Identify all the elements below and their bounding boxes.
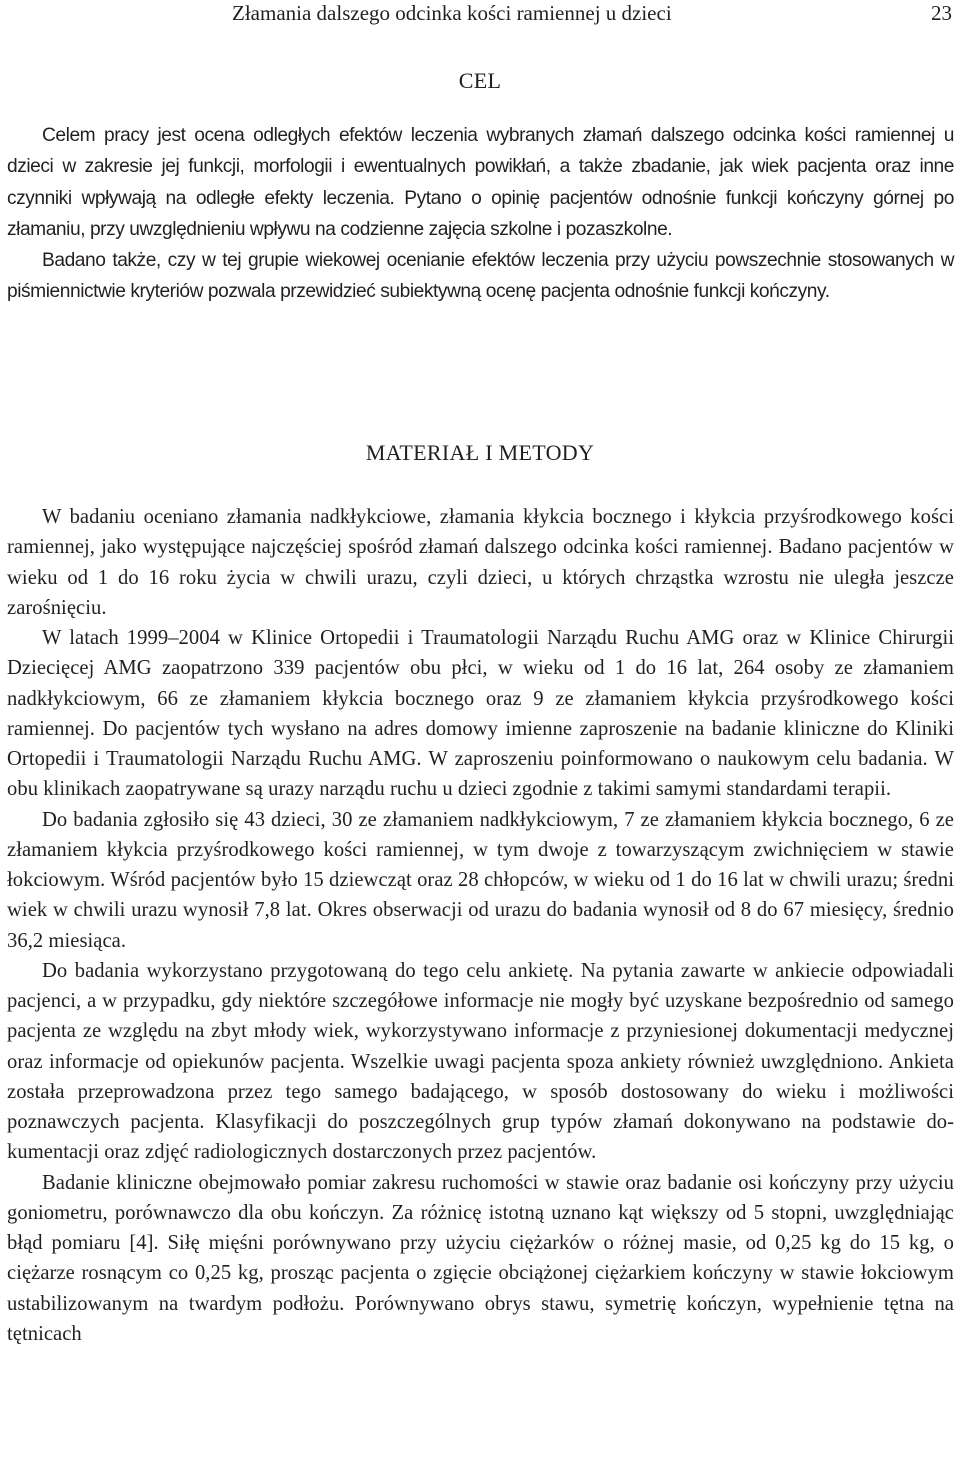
section-heading-methods: MATERIAŁ I METODY	[365, 440, 595, 465]
paragraph: Badanie kliniczne obejmowało pomiar zakresu ruchomości w stawie oraz badanie osi kończyny przy użyciu goniometru, porównawczo dla obu kończyn. Za różnicę istotną uznano kąt większy od 5 stopni, uwzględniając błąd pomiaru [4]. Siłę mięśni porównywano przy użyciu ciężarków o różnej masie, od 0,25 kg do 15 kg, o ciężarze rosnącym co 0,25 kg, prosząc pacjenta o zgięcie obciążonej ciężarkiem kończyny w stawie łokciowym ustabilizowanym na twardym podłożu. Porównywano obrys stawu, symetrię kończyn, wypełnienie tętna na tętnicach	[7, 1171, 954, 1345]
paragraph: W latach 1999–2004 w Klinice Ortopedii i Traumatologii Narządu Ruchu AMG oraz w Klinice Chirurgii Dziecięcej AMG zaopatrzono 339 pacjentów obu płci, w wieku od 1 do 16 lat, 264 osoby ze złamaniem nadkłykciowym, 66 ze złamaniem kłykcia bocznego oraz 9 ze złamaniem kłykcia przyśrodkowego kości ramiennej. Do pacjentów tych wysłano na adres domowy imienne zaproszenie na badanie kliniczne do Kliniki Ortopedii i Traumatologii Narządu Ruchu AMG. W zaproszeniu poinformowano o naukowym celu badania. W obu klinikach zaopatrywane są urazy narządu ruchu u dzieci zgodnie z takimi samymi standardami terapii.	[7, 627, 954, 801]
paragraph: Celem pracy jest ocena odległych efektów leczenia wybranych złamań dalszego odcinka kości ramiennej u dzieci w zakresie jej funkcji, morfologii i ewentualnych powikłań, a także zbadanie, jak wiek pacjenta oraz inne czynniki wpływają na odległe efekty leczenia. Pytano o opinię pacjentów odnośnie funkcji kończyny górnej po złamaniu, przy uwzględnieniu wpływu na codzienne zajęcia szkolne i pozaszkolne.	[7, 125, 954, 240]
section-body-cel	[7, 120, 954, 308]
running-title: Złamania dalszego odcinka kości ramiennej u dzieci	[232, 1, 672, 25]
section-body-methods	[7, 502, 954, 1349]
paragraph: W badaniu oceniano złamania nadkłykciowe, złamania kłykcia bocznego i kłykcia przyśrodkowego kości ramiennej, jako występujące najczęściej spośród złamań dalszego odcinka kości ramiennej. Badano pacjentów w wieku od 1 do 16 roku życia w chwili urazu, czyli dzieci, u których chrząstka wzrostu nie uległa jeszcze zarośnięciu.	[7, 506, 954, 619]
page-number: 23	[931, 1, 952, 25]
running-header	[0, 0, 960, 26]
section-heading-cel: CEL	[458, 68, 502, 93]
paragraph: Badano także, czy w tej grupie wiekowej ocenianie efektów leczenia przy użyciu powszechnie stosowanych w piśmiennictwie kryteriów pozwala przewidzieć subiektywną ocenę pacjenta odnośnie funkcji kończyny.	[7, 250, 954, 303]
paragraph: Do badania zgłosiło się 43 dzieci, 30 ze złamaniem nadkłykciowym, 7 ze złamaniem kłykcia bocznego, 6 ze złamaniem kłykcia przyśrodkowego kości ramiennej, w tym dwoje z towarzyszącym zwichnięciem w stawie łokciowym. Wśród pacjentów było 15 dziewcząt oraz 28 chłopców, w wieku od 1 do 16 lat w chwili urazu; średni wiek w chwili urazu wynosił 7,8 lat. Okres obserwacji od urazu do badania wynosił od 8 do 67 miesięcy, średnio 36,2 miesiąca.	[7, 808, 954, 952]
paragraph: Do badania wykorzystano przygotowaną do tego celu ankietę. Na pytania zawarte w ankiecie odpowiadali pacjenci, a w przypadku, gdy niektóre szczegółowe informacje nie mogły być uzyskane bezpośrednio od samego pacjenta ze względu na zbyt młody wiek, wykorzystywano informacje z przyniesionej dokumentacji medycznej oraz informacje od opiekunów pacjenta. Wszelkie uwagi pacjenta spoza ankiety również uwzględniono. Ankieta została przeprowadzona przez tego samego badającego, w sposób dostosowany do wieku i możliwości poznawczych pacjenta. Klasyfikacji do poszczególnych grup typów złamań dokonywano na podstawie dokumentacji oraz zdjęć radiologicznych dostarczonych przez pacjentów.	[7, 959, 954, 1164]
